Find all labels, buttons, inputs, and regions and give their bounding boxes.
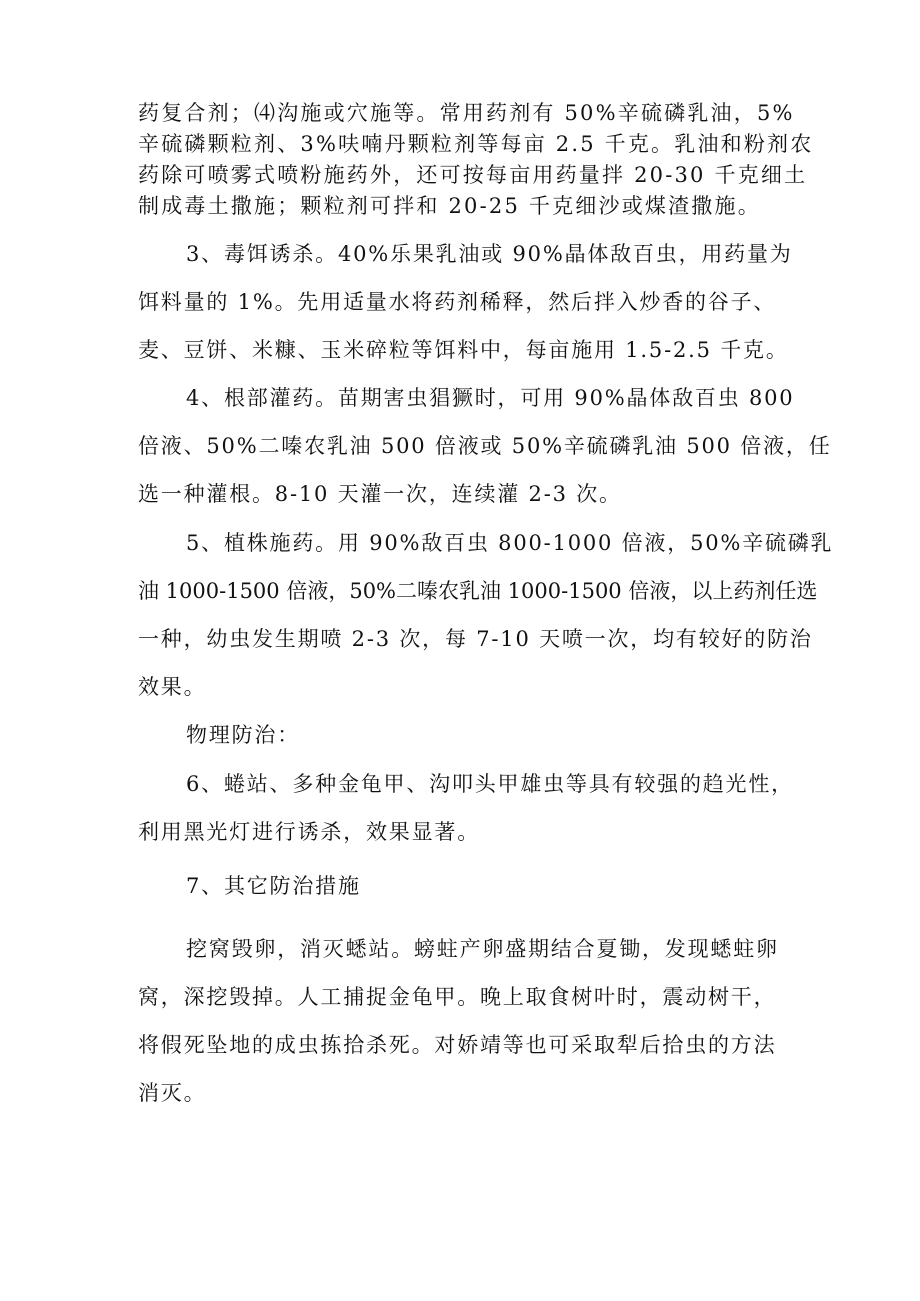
text-line: 制成毒土撒施；颗粒剂可拌和 20-25 千克细沙或煤渣撒施。 xyxy=(138,194,761,218)
section-heading: 7、其它防治措施 xyxy=(186,874,361,898)
text-line: 4、根部灌药。苗期害虫猖獗时，可用 90%晶体敌百虫 800 xyxy=(186,386,795,410)
text-line: 辛硫磷颗粒剂、3%呋喃丹颗粒剂等每亩 2.5 千克。乳油和粉剂农 xyxy=(138,132,814,156)
text-line: 倍液、50%二嗪农乳油 500 倍液或 50%辛硫磷乳油 500 倍液，任 xyxy=(138,434,832,458)
text-line: 消灭。 xyxy=(138,1081,207,1105)
text-line: 窝，深挖毁掉。人工捕捉金龟甲。晚上取食树叶时，震动树干， xyxy=(138,985,777,1009)
text-line: 5、植株施药。用 90%敌百虫 800-1000 倍液，50%辛硫磷乳 xyxy=(186,531,834,555)
text-line: 利用黑光灯进行诱杀，效果显著。 xyxy=(138,820,480,844)
text-line: 3、毒饵诱杀。40%乐果乳油或 90%晶体敌百虫，用药量为 xyxy=(186,242,793,266)
text-line: 6、蜷站、多种金龟甲、沟叩头甲雄虫等具有较强的趋光性， xyxy=(186,772,794,796)
text-line: 效果。 xyxy=(138,675,207,699)
text-line: 一种，幼虫发生期喷 2-3 次，每 7-10 天喷一次，均有较好的防治 xyxy=(138,627,813,651)
text-line: 饵料量的 1%。先用适量水将药剂稀释，然后拌入炒香的谷子、 xyxy=(138,290,777,314)
text-line: 药除可喷雾式喷粉施药外，还可按每亩用药量拌 20-30 千克细土 xyxy=(138,163,808,187)
text-line: 油 1000-1500 倍液，50%二嗪农乳油 1000-1500 倍液，以上药剂任选 xyxy=(138,579,818,603)
text-line: 选一种灌根。8-10 天灌一次，连续灌 2-3 次。 xyxy=(138,482,622,506)
section-heading: 物理防治： xyxy=(186,723,300,747)
text-line: 麦、豆饼、米糠、玉米碎粒等饵料中，每亩施用 1.5-2.5 千克。 xyxy=(138,338,789,362)
text-line: 药复合剂；⑷沟施或穴施等。常用药剂有 50%辛硫磷乳油，5% xyxy=(138,101,795,125)
text-line: 挖窝毁卵，消灭蟋站。螃蛀产卵盛期结合夏锄，发现蟋蛀卵 xyxy=(186,937,779,961)
text-line: 将假死坠地的成虫拣拾杀死。对娇靖等也可采取犁后拾虫的方法 xyxy=(138,1033,777,1057)
